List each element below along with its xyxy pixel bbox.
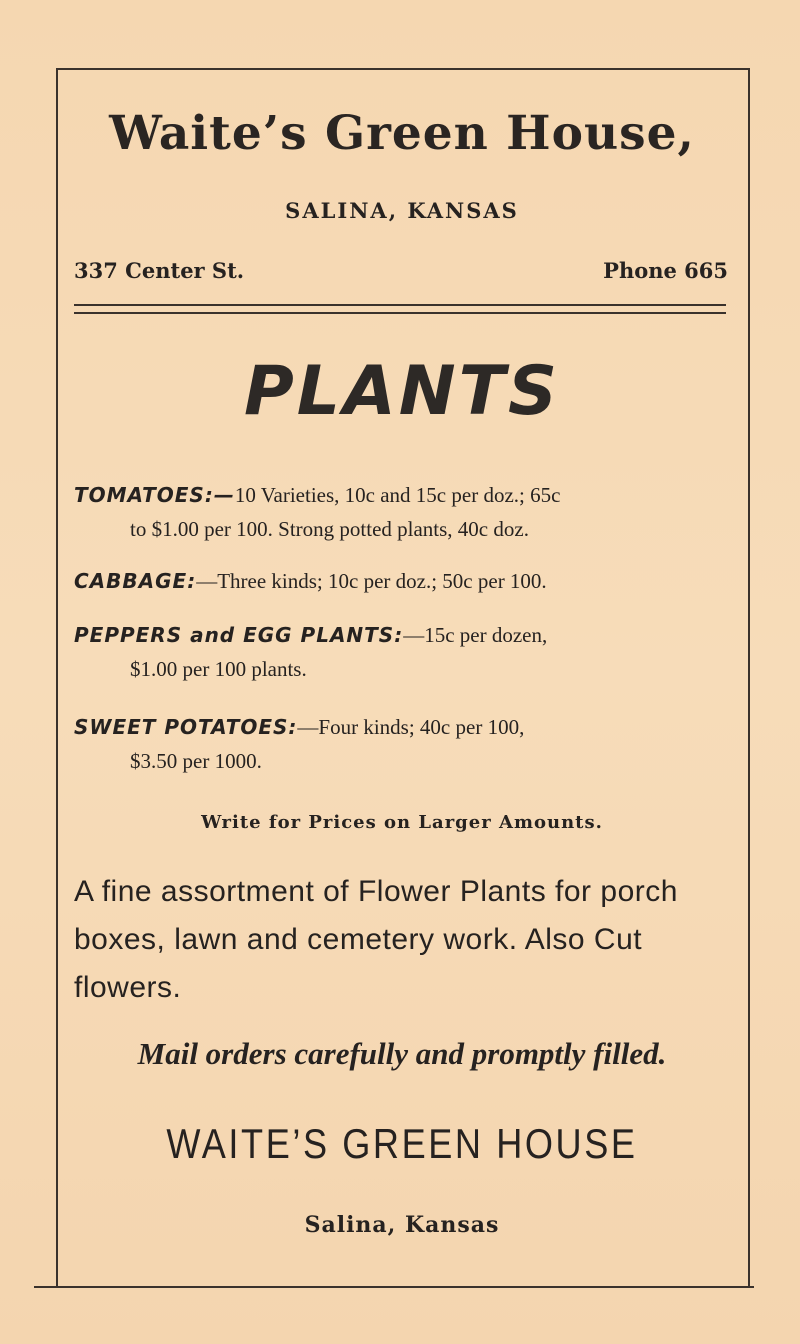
flower-plants-paragraph: A fine assortment of Flower Plants for porch boxes, lawn and cemetery work. Also Cut flowers. [74,875,678,1004]
footer-city: Salina, Kansas [304,1212,500,1238]
left-border-line [56,68,58,1288]
street-address: 337 Center St. [74,258,245,283]
item-details-continued: $1.00 per 100 plants. [130,657,307,681]
phone-number: Phone 665 [603,258,728,283]
item-details-continued: to $1.00 per 100. Strong potted plants, 40c doz. [130,517,529,541]
double-divider [74,304,726,314]
item-details-continued: $3.50 per 1000. [130,749,262,773]
item-name: CABBAGE: [74,569,197,593]
plants-heading: PLANTS [243,352,561,431]
city-subtitle: SALINA, KANSAS [285,198,519,223]
item-details: —Four kinds; 40c per 100, [297,715,525,739]
shop-title: Waite’s Green House, [109,106,695,161]
footer-shop-name: WAITE’S GREEN HOUSE [166,1120,638,1167]
item-details: —Three kinds; 10c per doz.; 50c per 100. [196,569,547,593]
item-details: —15c per dozen, [403,623,548,647]
write-for-prices-note: Write for Prices on Larger Amounts. [201,812,603,833]
top-border-line [56,68,748,70]
item-tomatoes [74,478,734,546]
item-peppers-egg-plants [74,618,734,686]
mail-orders-line: Mail orders carefully and promptly filled. [137,1036,667,1071]
item-name: SWEET POTATOES: [74,715,298,739]
bottom-border-line [34,1286,754,1288]
item-sweet-potatoes [74,710,734,778]
right-border-line [748,68,750,1288]
item-name: TOMATOES:— [74,483,235,507]
item-cabbage [74,564,734,598]
item-name: PEPPERS and EGG PLANTS: [74,623,404,647]
item-details: 10 Varieties, 10c and 15c per doz.; 65c [234,483,561,507]
